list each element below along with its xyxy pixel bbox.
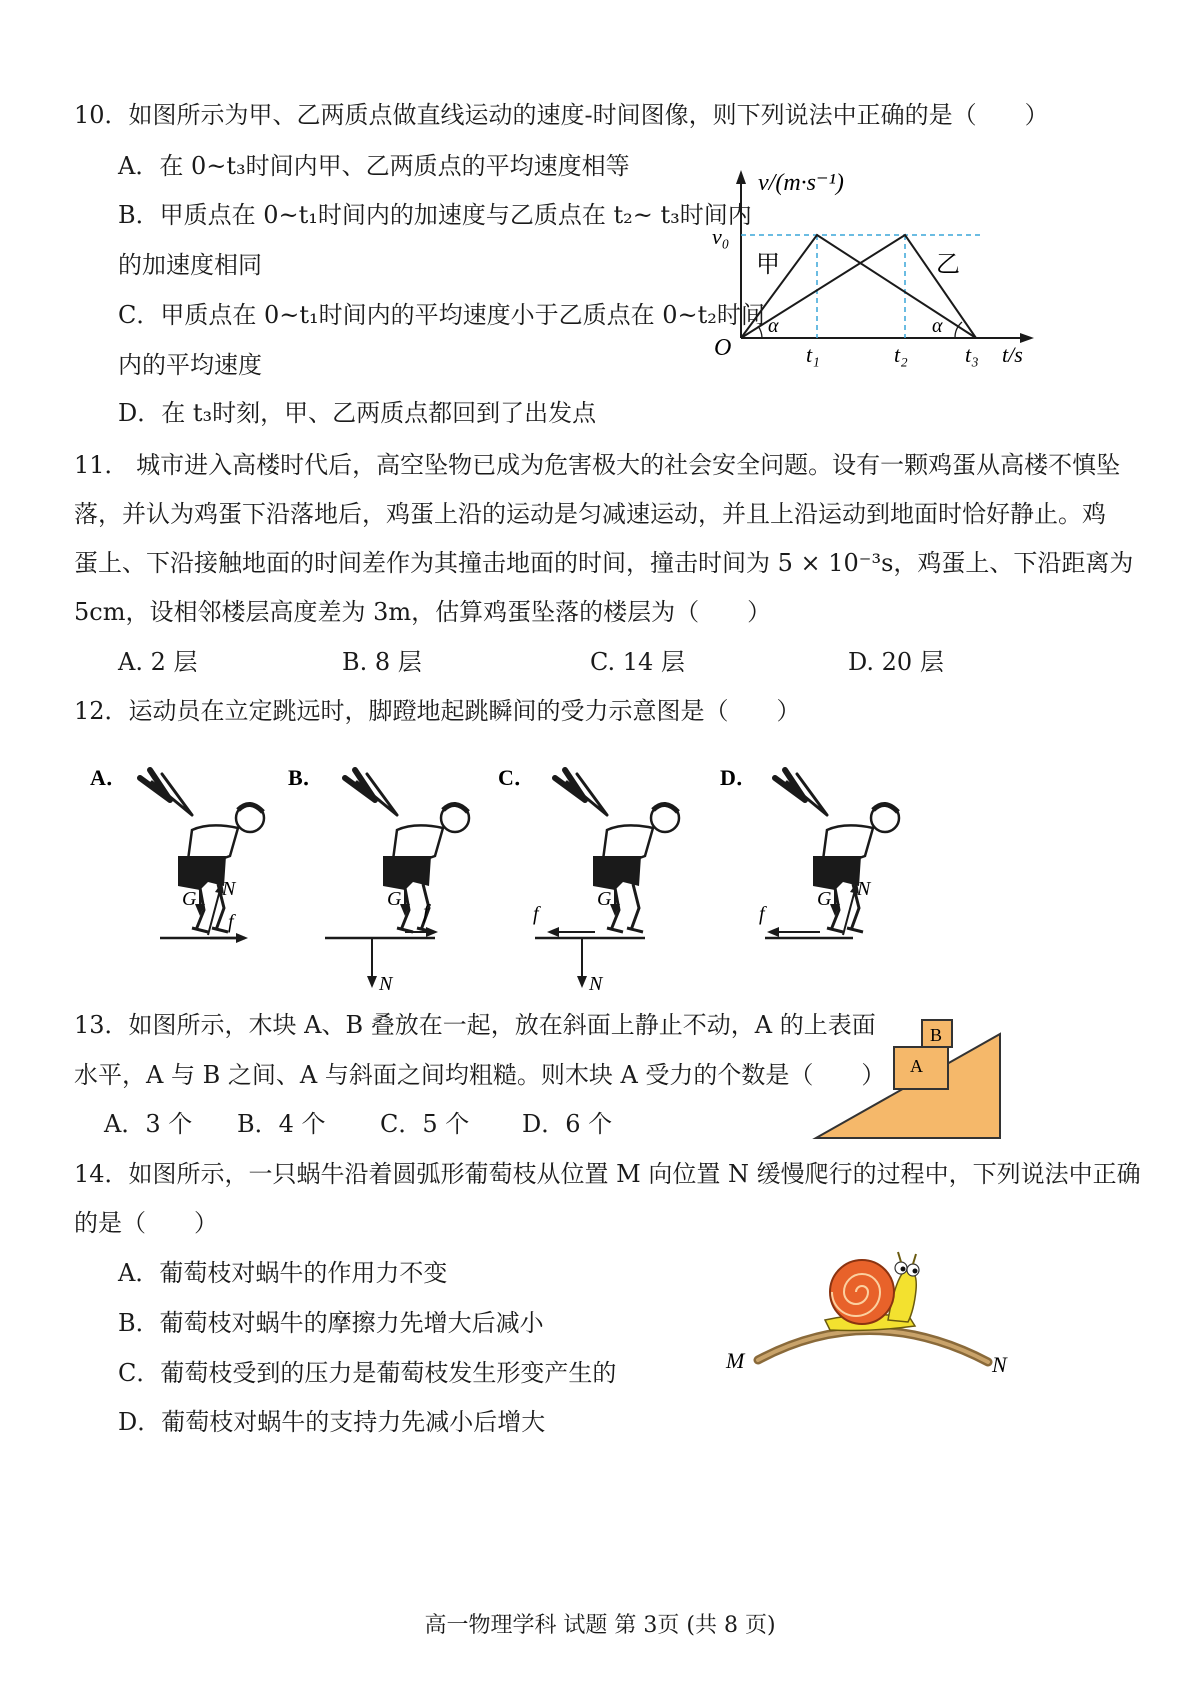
q10-t3-label: t₃ <box>965 342 979 367</box>
q14-option-c: C．葡萄枝受到的压力是葡萄枝发生形变产生的 <box>118 1359 617 1387</box>
q12-athlete-c <box>533 770 679 995</box>
q14-option-d: D．葡萄枝对蜗牛的支持力先减小后增大 <box>118 1408 546 1436</box>
q10-t-axis-label: t/s <box>1002 342 1023 367</box>
q11-option-b: B. 8 层 <box>342 648 422 676</box>
q11-line3: 蛋上、下沿接触地面的时间差作为其撞击地面的时间，撞击时间为 5 × 10⁻³s，鸡蛋上、下沿距离为 <box>74 549 1134 577</box>
q12-d-G: G <box>817 888 832 910</box>
q10-stem: 10．如图所示为甲、乙两质点做直线运动的速度-时间图像，则下列说法中正确的是（ ） <box>74 101 1049 129</box>
q13-option-c: C．5 个 <box>380 1110 470 1138</box>
q13-line2: 水平，A 与 B 之间、A 与斜面之间均粗糙。则木块 A 受力的个数是（ ） <box>74 1061 886 1089</box>
q14-line2: 的是（ ） <box>74 1209 218 1237</box>
q12-b-N: N <box>379 973 393 995</box>
q10-ylabel: v/(m·s⁻¹) <box>758 170 844 196</box>
q10-jia-label: 甲 <box>756 252 780 278</box>
q11-option-a: A. 2 层 <box>118 648 198 676</box>
q10-option-b-line1: B．甲质点在 0~t₁时间内的加速度与乙质点在 t₂~ t₃时间内 <box>118 201 752 229</box>
q11-line4: 5cm，设相邻楼层高度差为 3m，估算鸡蛋坠落的楼层为（ ） <box>74 598 772 626</box>
q14-snail-figure <box>720 1240 1020 1390</box>
q13-option-d: D．6 个 <box>522 1110 613 1138</box>
q11-line2: 落，并认为鸡蛋下沿落地后，鸡蛋上沿的运动是匀减速运动，并且上沿运动到地面时恰好静止。鸡 <box>74 500 1106 528</box>
q12-a-f: f <box>228 911 234 933</box>
q10-option-b-line2: 的加速度相同 <box>118 251 262 279</box>
q13-incline-figure <box>810 1012 1010 1142</box>
q10-option-d: D．在 t₃时刻，甲、乙两质点都回到了出发点 <box>118 399 597 427</box>
q12-athlete-d <box>759 770 899 938</box>
q13-option-a: A．3 个 <box>104 1110 193 1138</box>
q14-option-b: B．葡萄枝对蜗牛的摩擦力先增大后减小 <box>118 1309 544 1337</box>
q12-label-b: B． <box>288 765 325 790</box>
q14-label-n: N <box>992 1352 1007 1377</box>
page-footer: 高一物理学科 试题 第 3页 (共 8 页) <box>424 1613 776 1638</box>
q12-stem: 12．运动员在立定跳远时，脚蹬地起跳瞬间的受力示意图是（ ） <box>74 697 801 725</box>
q11-option-d: D. 20 层 <box>848 648 944 676</box>
q12-a-G: G <box>182 888 197 910</box>
q12-c-f: f <box>533 903 539 925</box>
q12-label-c: C． <box>498 765 536 790</box>
q12-d-f: f <box>759 903 765 925</box>
q12-athlete-a <box>140 770 264 943</box>
q14-line1: 14．如图所示，一只蜗牛沿着圆弧形葡萄枝从位置 M 向位置 N 缓慢爬行的过程中，下列说法中正确 <box>74 1160 1141 1188</box>
q12-label-d: D． <box>720 765 758 790</box>
q11-line1: 11． 城市进入高楼时代后，高空坠物已成为危害极大的社会安全问题。设有一颗鸡蛋从高楼不慎坠 <box>74 451 1121 479</box>
q10-alpha-left: α <box>768 315 779 337</box>
q13-label-a: A <box>910 1056 923 1076</box>
q12-a-N: N <box>222 878 236 900</box>
q12-c-N: N <box>589 973 603 995</box>
q10-t2-label: t₂ <box>894 342 908 367</box>
q10-option-c-line2: 内的平均速度 <box>118 351 262 379</box>
q12-force-diagrams <box>80 755 920 1000</box>
q14-label-m: M <box>726 1348 745 1373</box>
q12-athlete-b <box>325 770 469 995</box>
q13-line1: 13．如图所示，木块 A、B 叠放在一起，放在斜面上静止不动，A 的上表面 <box>74 1011 876 1039</box>
q10-t1-label: t₁ <box>806 342 820 367</box>
q10-v0-label: v₀ <box>712 224 730 249</box>
q12-c-G: G <box>597 888 612 910</box>
q10-option-c-line1: C．甲质点在 0~t₁时间内的平均速度小于乙质点在 0~t₂时间 <box>118 301 765 329</box>
q11-option-c: C. 14 层 <box>590 648 685 676</box>
q12-b-G: G <box>387 888 402 910</box>
q10-origin-label: O <box>714 335 732 361</box>
q10-vt-graph <box>700 160 1045 380</box>
q14-option-a: A．葡萄枝对蜗牛的作用力不变 <box>118 1259 448 1287</box>
q13-label-b: B <box>930 1025 943 1045</box>
q12-label-a: A． <box>90 765 128 790</box>
q10-alpha-right: α <box>932 315 943 337</box>
q12-b-f: f <box>423 901 429 923</box>
q10-yi-label: 乙 <box>936 252 960 278</box>
q12-d-N: N <box>857 878 871 900</box>
q10-option-a: A．在 0~t₃时间内甲、乙两质点的平均速度相等 <box>118 152 630 180</box>
q13-option-b: B．4 个 <box>237 1110 326 1138</box>
